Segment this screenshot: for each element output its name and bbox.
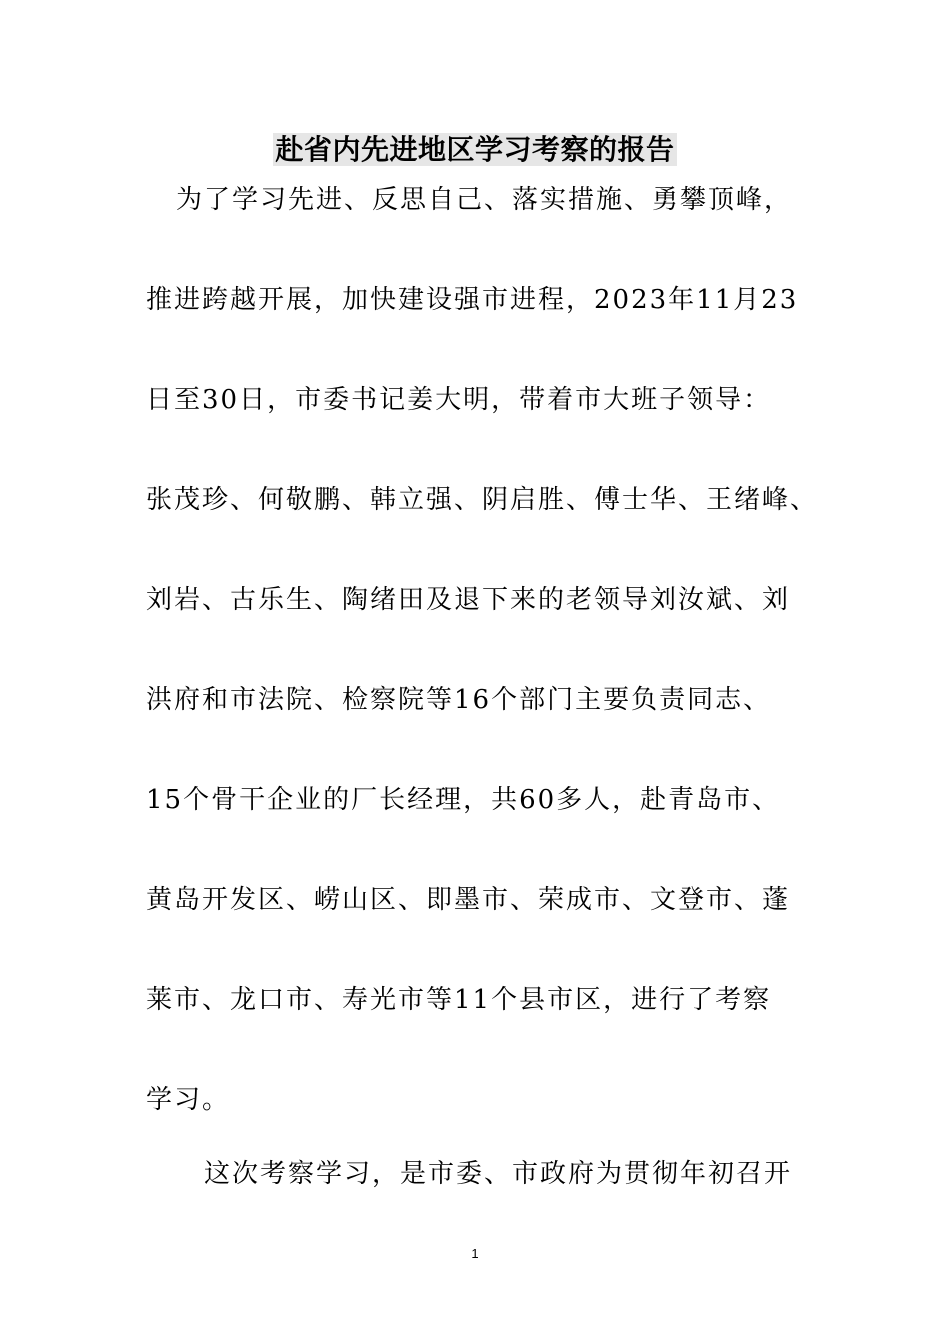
paragraph-line: 日至30日，市委书记姜大明，带着市大班子领导： [146,385,772,415]
paragraph-line: 刘岩、古乐生、陶绪田及退下来的老领导刘汝斌、刘 [146,585,791,615]
document-title-text: 赴省内先进地区学习考察的报告 [275,133,675,166]
document-title [0,128,950,172]
paragraph-line: 为了学习先进、反思自己、落实措施、勇攀顶峰， [176,185,793,215]
paragraph-line: 黄岛开发区、崂山区、即墨市、荣成市、文登市、蓬 [146,885,791,915]
paragraph-line: 张茂珍、何敬鹏、韩立强、阴启胜、傅士华、王绪峰、 [146,485,819,515]
paragraph-line: 推进跨越开展，加快建设强市进程，2023年11月23 [146,285,799,315]
paragraph-line: 莱市、龙口市、寿光市等11个县市区，进行了考察 [146,985,772,1015]
paragraph-line: 15个骨干企业的厂长经理，共60多人，赴青岛市、 [146,785,781,815]
paragraph-line: 这次考察学习，是市委、市政府为贯彻年初召开 [204,1159,793,1189]
paragraph-line: 学习。 [146,1085,231,1115]
paragraph-line: 洪府和市法院、检察院等16个部门主要负责同志、 [146,685,772,715]
page-number: 1 [471,1246,479,1261]
